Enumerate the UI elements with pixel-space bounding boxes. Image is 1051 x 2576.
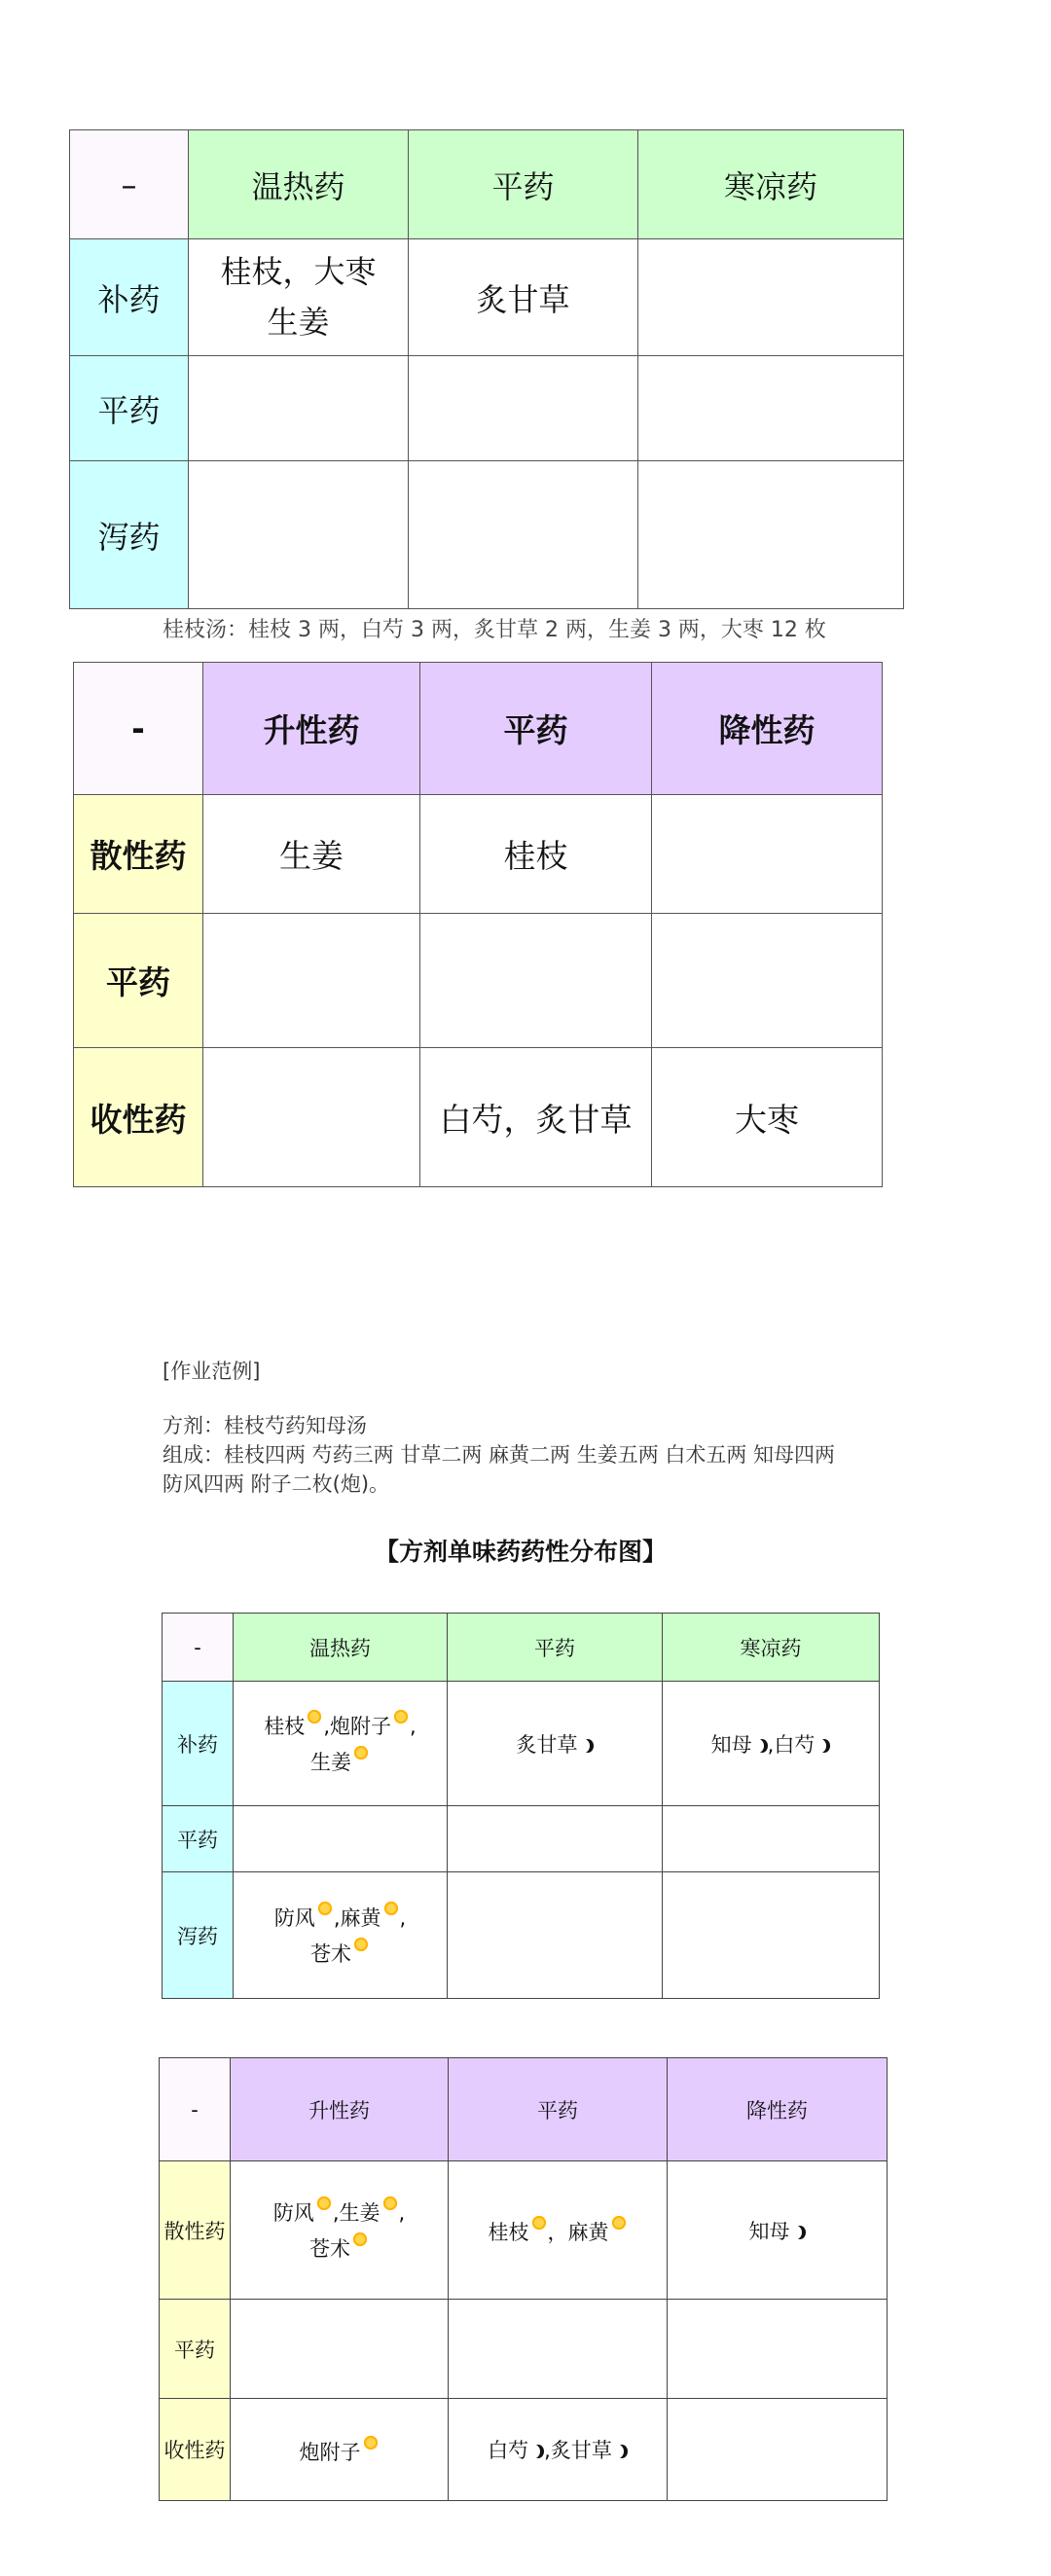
table-ascend-descend-1 xyxy=(73,662,883,1187)
sun-icon xyxy=(315,2195,333,2212)
table-cell: 白芍，炙甘草 xyxy=(420,1048,652,1187)
col-header-ascend: 升性药 xyxy=(231,2058,449,2161)
table-cell xyxy=(663,1682,880,1806)
table-cell xyxy=(663,1872,880,1999)
sun-icon xyxy=(530,2214,548,2231)
col-header-cool: 寒凉药 xyxy=(638,130,904,239)
col-header-neutral: 平药 xyxy=(448,1614,663,1682)
table-cell xyxy=(420,914,652,1048)
herb-name: ,麻黄 xyxy=(333,1905,381,1930)
chart-title: 【方剂单味药药性分布图】 xyxy=(375,1538,668,1566)
moon-icon xyxy=(752,1739,764,1753)
col-header-ascend: 升性药 xyxy=(203,663,420,795)
separator: , xyxy=(398,2200,406,2225)
sun-icon xyxy=(306,1708,323,1725)
table-cell xyxy=(189,356,409,461)
table-cell xyxy=(448,1806,663,1872)
table-cell xyxy=(234,1806,448,1872)
table-ascend-descend-2 xyxy=(159,2057,888,2501)
col-header-descend: 降性药 xyxy=(668,2058,888,2161)
formula-line: 方剂：桂枝芍药知母汤 xyxy=(163,1414,367,1437)
table-cell xyxy=(231,2161,449,2300)
table-cell xyxy=(638,239,904,356)
herb-name: 炮附子 xyxy=(299,2440,361,2464)
cell-line xyxy=(234,1744,447,1780)
separator: , xyxy=(410,1714,417,1738)
row-header-purge: 泻药 xyxy=(163,1872,234,1999)
table-cell xyxy=(638,356,904,461)
herb-name: ,生姜 xyxy=(332,2200,381,2225)
herb-name: ，麻黄 xyxy=(547,2221,609,2244)
table-cell xyxy=(652,914,883,1048)
moon-icon xyxy=(815,1739,826,1753)
table-cell: 炙甘草 xyxy=(409,239,638,356)
herb-name: 苍术 xyxy=(309,2236,350,2261)
table-cell xyxy=(189,239,409,356)
herb-name: 桂枝 xyxy=(488,2221,529,2244)
herb-name: 知母 xyxy=(748,2219,790,2243)
herb-name: 炙甘草 xyxy=(516,1732,578,1757)
herb-name: 白芍 xyxy=(488,2439,529,2462)
separator: , xyxy=(399,1905,407,1930)
herb-name: 防风 xyxy=(272,2200,314,2225)
table-warm-cool-2 xyxy=(162,1613,880,1999)
row-header-neutral: 平药 xyxy=(70,356,189,461)
composition-line-2: 防风四两 附子二枚(炮)。 xyxy=(163,1472,390,1496)
herb-name: ,白芍 xyxy=(767,1732,815,1757)
row-header-disperse: 散性药 xyxy=(160,2161,231,2300)
table-cell xyxy=(668,2300,888,2399)
col-header-warm: 温热药 xyxy=(234,1614,448,1682)
composition-line-1: 组成：桂枝四两 芍药三两 甘草二两 麻黄二两 生姜五两 白术五两 知母四两 xyxy=(163,1443,836,1467)
col-header-neutral: 平药 xyxy=(420,663,652,795)
herb-name: 苍术 xyxy=(310,1941,351,1966)
table-corner: - xyxy=(160,2058,231,2161)
cell-line xyxy=(231,2231,448,2267)
table-cell xyxy=(234,1872,448,1999)
cell-line xyxy=(234,1900,447,1936)
col-header-descend: 降性药 xyxy=(652,663,883,795)
table-corner: - xyxy=(74,663,203,795)
sun-icon xyxy=(352,1936,370,1953)
row-header-disperse: 散性药 xyxy=(74,795,203,914)
moon-icon xyxy=(528,2445,540,2458)
sun-icon xyxy=(316,1900,334,1917)
table-cell xyxy=(668,2161,888,2300)
herb-name: ,炮附子 xyxy=(323,1714,391,1738)
row-header-astringe: 收性药 xyxy=(74,1048,203,1187)
table-cell xyxy=(234,1682,448,1806)
moon-icon xyxy=(790,2226,802,2239)
row-header-neutral: 平药 xyxy=(74,914,203,1048)
table-corner: - xyxy=(163,1614,234,1682)
table-cell xyxy=(663,1806,880,1872)
cell-line xyxy=(234,1708,447,1744)
table-cell: 桂枝 xyxy=(420,795,652,914)
table-cell xyxy=(638,461,904,609)
herb-name: ,炙甘草 xyxy=(544,2439,612,2462)
cell-text: 桂枝，大枣 xyxy=(220,253,377,291)
table-cell xyxy=(189,461,409,609)
row-header-tonic: 补药 xyxy=(70,239,189,356)
table-cell xyxy=(203,914,420,1048)
row-header-neutral: 平药 xyxy=(160,2300,231,2399)
table-cell xyxy=(448,1872,663,1999)
sun-icon xyxy=(392,1708,410,1725)
table-cell xyxy=(668,2399,888,2501)
herb-name: 知母 xyxy=(710,1732,752,1757)
cell-text: 生姜 xyxy=(267,303,330,341)
cell-line xyxy=(231,2195,448,2231)
herb-name: 防风 xyxy=(273,1905,315,1930)
table1-note: 桂枝汤：桂枝 3 两，白芍 3 两，炙甘草 2 两，生姜 3 两，大枣 12 枚 xyxy=(163,618,826,642)
col-header-warm: 温热药 xyxy=(189,130,409,239)
row-header-neutral: 平药 xyxy=(163,1806,234,1872)
table-cell xyxy=(449,2399,668,2501)
table-cell xyxy=(409,461,638,609)
table-cell xyxy=(409,356,638,461)
table-warm-cool-1 xyxy=(69,129,904,609)
table-cell xyxy=(231,2399,449,2501)
moon-icon xyxy=(612,2445,624,2458)
col-header-neutral: 平药 xyxy=(409,130,638,239)
table-cell xyxy=(449,2300,668,2399)
col-header-neutral: 平药 xyxy=(449,2058,668,2161)
table-cell xyxy=(448,1682,663,1806)
herb-name: 生姜 xyxy=(310,1750,351,1774)
table-cell xyxy=(652,795,883,914)
example-label: [作业范例] xyxy=(163,1360,261,1383)
col-header-cool: 寒凉药 xyxy=(663,1614,880,1682)
sun-icon xyxy=(382,1900,400,1917)
sun-icon xyxy=(381,2195,399,2212)
table-cell xyxy=(231,2300,449,2399)
table-cell: 生姜 xyxy=(203,795,420,914)
row-header-purge: 泻药 xyxy=(70,461,189,609)
sun-icon xyxy=(351,2231,369,2248)
table-corner: – xyxy=(70,130,189,239)
herb-name: 桂枝 xyxy=(264,1714,306,1738)
table-cell: 大枣 xyxy=(652,1048,883,1187)
sun-icon xyxy=(610,2214,628,2231)
table-cell xyxy=(203,1048,420,1187)
table-cell xyxy=(449,2161,668,2300)
row-header-tonic: 补药 xyxy=(163,1682,234,1806)
sun-icon xyxy=(352,1744,370,1761)
moon-icon xyxy=(578,1739,590,1753)
cell-line xyxy=(234,1936,447,1972)
row-header-astringe: 收性药 xyxy=(160,2399,231,2501)
sun-icon xyxy=(362,2434,380,2451)
